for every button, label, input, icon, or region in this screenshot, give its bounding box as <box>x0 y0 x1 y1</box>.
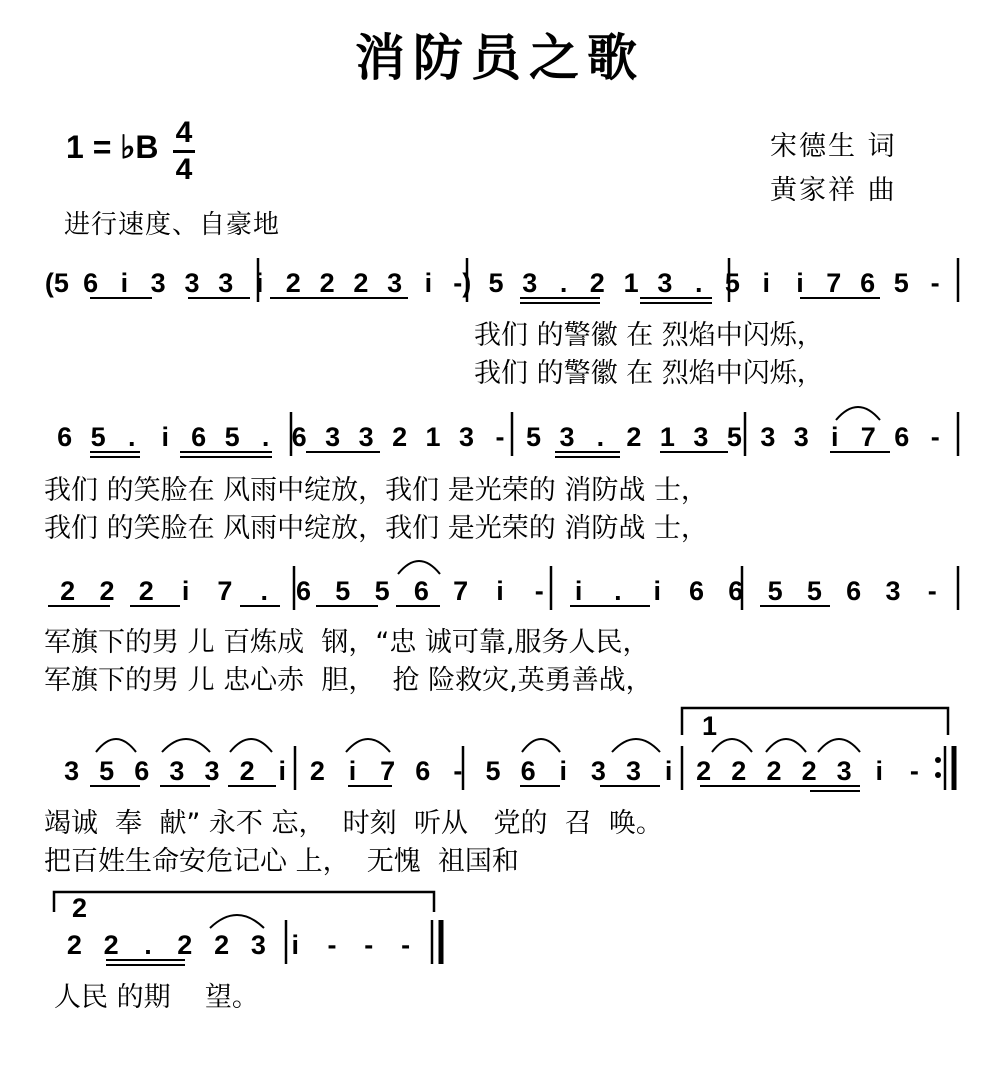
note: 3 <box>590 756 606 786</box>
note: 6 <box>415 756 431 786</box>
lyric-line: 我们 的笑脸在 风雨中绽放，我们 是光荣的 消防战 士， <box>44 513 708 544</box>
note: 5 <box>99 756 115 786</box>
note: - <box>327 930 337 960</box>
note: 3 <box>693 422 709 452</box>
note: 2 <box>66 930 82 960</box>
note: 2 <box>99 576 115 606</box>
note: 5 <box>90 422 106 452</box>
note: 6 <box>291 422 307 452</box>
note: 3 <box>325 422 341 452</box>
slur-arc <box>346 739 390 752</box>
note: - <box>909 756 919 786</box>
note: - <box>401 930 411 960</box>
note: 6 <box>860 268 876 298</box>
note: 6 <box>57 422 73 452</box>
note: - <box>927 576 937 606</box>
note: 3 <box>836 756 852 786</box>
note: 2 <box>589 268 605 298</box>
note: 3 <box>559 422 575 452</box>
note: 1 <box>623 268 639 298</box>
note: - <box>495 422 505 452</box>
note: 3 <box>387 268 403 298</box>
note: 5 <box>726 422 742 452</box>
note: i <box>762 268 770 298</box>
note: 3 <box>885 576 901 606</box>
slur-arc <box>96 739 136 752</box>
slur-arc <box>818 739 860 752</box>
lyric-line: 我们 的警徽 在 烈焰中闪烁， <box>474 320 824 351</box>
time-signature-bottom: 4 <box>175 153 193 186</box>
note: i <box>875 756 884 786</box>
note: 2 <box>766 756 782 786</box>
note: 1 <box>425 422 441 452</box>
note: 2 <box>319 268 335 298</box>
note: i <box>291 930 299 960</box>
note: - <box>930 268 940 298</box>
note: 1 <box>659 422 675 452</box>
lyric-line: 把百姓生命安危记心 上， 无愧 祖国和 <box>44 846 519 877</box>
note: - <box>930 422 940 452</box>
slur-arc <box>230 739 272 752</box>
note: . <box>144 930 152 960</box>
lyric-line: 竭诚 奉 献” 永不 忘， 时刻 听从 党的 召 唤。 <box>44 808 663 839</box>
note: 7 <box>860 422 876 452</box>
note: . <box>596 422 605 452</box>
note: 5 <box>485 756 501 786</box>
note: 5 <box>224 422 240 452</box>
note: 6 <box>688 576 705 606</box>
note: 3 <box>184 268 200 298</box>
note: i <box>559 756 567 786</box>
note: i <box>278 756 287 786</box>
note: . <box>614 576 622 606</box>
note: 2 <box>731 756 747 786</box>
lyric-line: 我们 的警徽 在 烈焰中闪烁， <box>474 358 824 389</box>
slur-arc <box>162 739 210 752</box>
note: 2 <box>696 756 712 786</box>
note: . <box>260 576 268 606</box>
note: 3 <box>64 756 80 786</box>
note: 6 <box>728 576 744 606</box>
note: 5 <box>525 422 542 452</box>
note: 6 <box>413 576 429 606</box>
note: 3 <box>522 268 538 298</box>
note: i <box>348 756 357 786</box>
note: 3 <box>150 268 166 298</box>
note: i <box>796 268 804 298</box>
lyric-line: 我们 的笑脸在 风雨中绽放，我们 是光荣的 消防战 士， <box>44 475 708 506</box>
note: 6 <box>83 268 99 298</box>
note: -) <box>453 268 472 298</box>
note: 2 <box>239 756 255 786</box>
note: 3 <box>169 756 185 786</box>
slur-arc <box>712 739 752 752</box>
composer-credit: 黄家祥 曲 <box>770 175 897 206</box>
note: 3 <box>625 756 642 786</box>
volta-second-label: 2 <box>72 893 88 923</box>
repeat-dots <box>935 757 941 778</box>
note: i <box>161 422 169 452</box>
note: 5 <box>724 268 740 298</box>
note: 3 <box>793 422 809 452</box>
note: 5 <box>335 576 351 606</box>
note: 2 <box>103 930 119 960</box>
note: 2 <box>801 756 817 786</box>
slur-arc <box>612 739 660 752</box>
slur-arc <box>522 739 560 752</box>
lyric-line: 军旗下的男 儿 忠心赤 胆， 抢 险救灾,英勇善战， <box>44 665 653 696</box>
note: 5 <box>806 576 822 606</box>
note: 6 <box>846 576 862 606</box>
note: 6 <box>134 756 150 786</box>
slur-arc <box>398 561 440 574</box>
note: 7 <box>826 268 842 298</box>
lyric-line: 军旗下的男 儿 百炼成 钢，“忠 诚可靠,服务人民， <box>44 627 650 658</box>
note: i <box>181 576 190 606</box>
note: i <box>255 268 264 298</box>
note: 3 <box>657 268 673 298</box>
time-signature-top: 4 <box>175 116 193 149</box>
note: 3 <box>458 422 475 452</box>
slur-arc <box>210 915 264 928</box>
note: 2 <box>353 268 369 298</box>
note: 2 <box>392 422 408 452</box>
note: 5 <box>374 576 390 606</box>
note: 2 <box>214 930 230 960</box>
note: 3 <box>250 930 266 960</box>
song-title: 消防员之歌 <box>355 28 645 87</box>
note: 6 <box>295 576 312 606</box>
note: 6 <box>894 422 910 452</box>
note: - <box>364 930 374 960</box>
note: . <box>694 268 703 298</box>
note: 2 <box>309 756 325 786</box>
slur-arc <box>766 739 806 752</box>
slur-arc <box>836 407 880 420</box>
note: . <box>559 268 568 298</box>
note: 3 <box>204 756 220 786</box>
note: 2 <box>626 422 642 452</box>
note: - <box>453 756 463 786</box>
note: 2 <box>60 576 76 606</box>
note: 7 <box>217 576 233 606</box>
note: 5 <box>767 576 783 606</box>
note: . <box>127 422 136 452</box>
note: 2 <box>177 930 193 960</box>
note: i <box>653 576 661 606</box>
note: - <box>534 576 544 606</box>
note: (5 <box>44 268 69 298</box>
note: 6 <box>191 422 207 452</box>
note: i <box>120 268 129 298</box>
tempo-marking: 进行速度、自豪地 <box>64 210 281 240</box>
note: 3 <box>218 268 234 298</box>
note: i <box>496 576 504 606</box>
note: 2 <box>285 268 301 298</box>
note: i <box>574 576 583 606</box>
note: . <box>261 422 270 452</box>
lyricist-credit: 宋德生 词 <box>770 131 897 162</box>
note: i <box>664 756 673 786</box>
note: 5 <box>893 268 909 298</box>
volta-first-label: 1 <box>702 711 718 741</box>
note: 3 <box>358 422 374 452</box>
note: 3 <box>760 422 776 452</box>
lyric-line: 人民 的期 望。 <box>54 982 259 1013</box>
note: i <box>831 422 839 452</box>
note: 6 <box>520 756 536 786</box>
note: 7 <box>380 756 396 786</box>
note: i <box>424 268 433 298</box>
key-signature: 1 = ♭B <box>66 129 159 165</box>
note: 7 <box>453 576 469 606</box>
note: 2 <box>138 576 154 606</box>
note: 5 <box>488 268 504 298</box>
